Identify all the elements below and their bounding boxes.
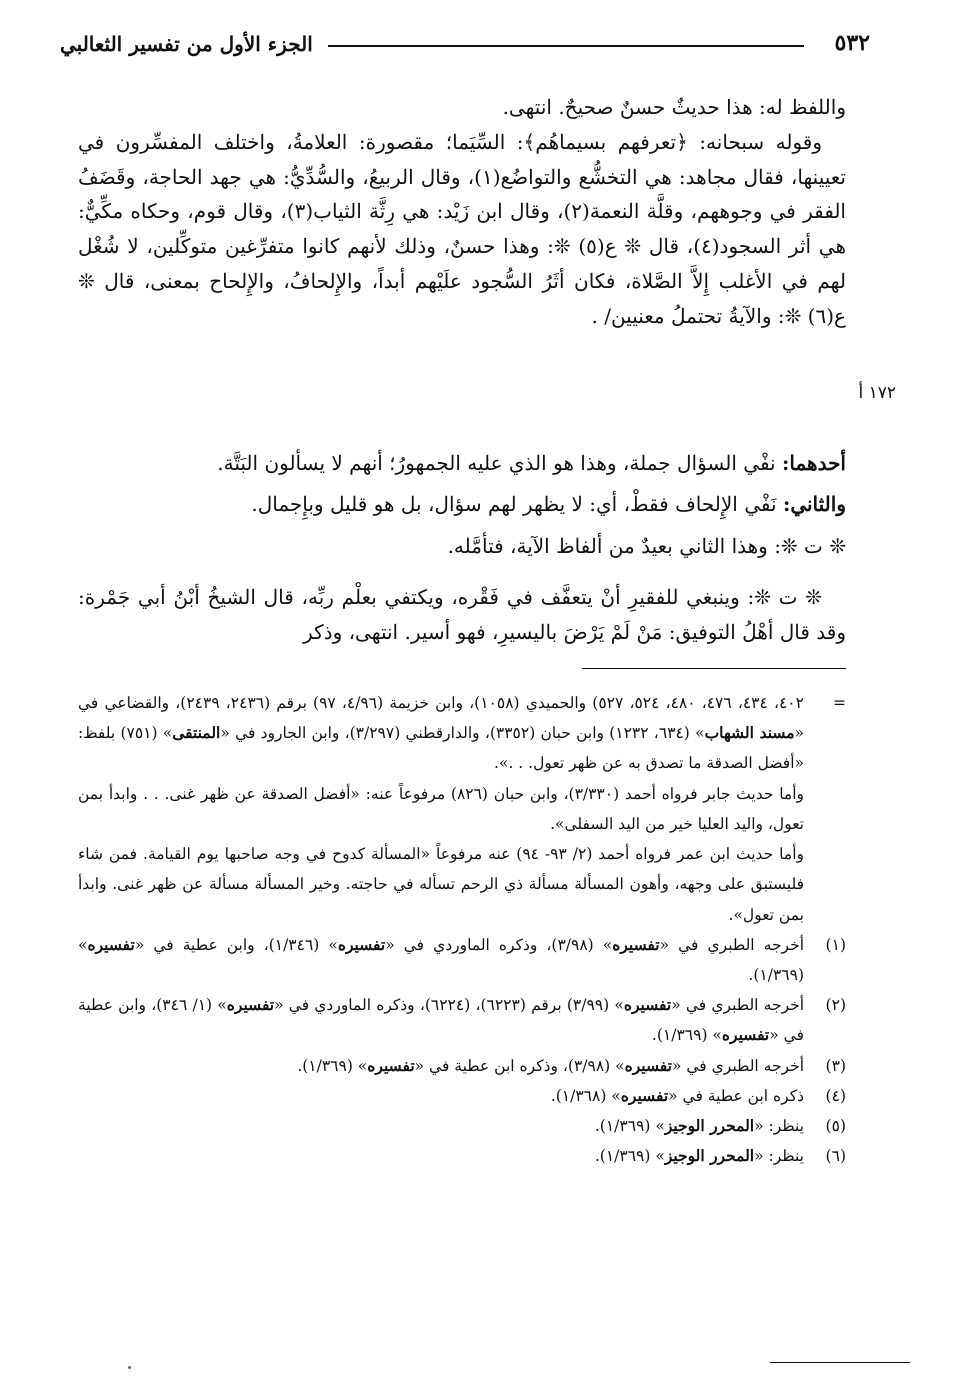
paragraph-2: وقوله سبحانه: ﴿تعرفهم بسيماهُم﴾: السِّيَما؛ مقصورة: العلامةُ، واختلف المفسِّرون في تعيينها، فقال مجاهد: هي التخشُّع والتواضُع(١)، وقال الربيعُ، والسُّدِّيُّ: هي جهد الحاجة، وقَضَفُ الفقر في وجوههم، وقلَّة النعمة(٢)، وقال ابن زَيْد: هي رِثَّة الثياب(٣)، وقال قوم، وحكاه مكِّيٌّ: هي أثر السجود(٤)، قال ❊ ع(٥) ❊: وهذا حسنٌ، وذلك لأنهم كانوا متفرِّغين متوكِّلين، لا شُغْل لهم في الأغلب إِلاَّ الصَّلاة، فكان أثَرُ السُّجود علَيْهم أبداً، والإِلحافُ، والإِلحاح بمعنى، قال ❊ ع(٦) ❊: والآيةُ تحتملُ معنيين/ . — [78, 129, 846, 328]
point-second — [120, 489, 846, 519]
footnote-continuation-1: = ٤٠٢، ٤٣٤، ٤٧٦، ٤٨٠، ٥٢٤، ٥٢٧) والحميدي (١٠٥٨)، وابن خزيمة (٤/٩٦، ٩٧) برقم (٢٤٣٦، ٢٤٣٩)، والقضاعي في «مسند الشهاب» (٦٣٤، ١٢٣٢) وابن حبان (٣٣٥٢)، والدارقطني (٣/٢٩٧)، وابن الجارود في «المنتقى» (٧٥١) بلفظ: «أفضل الصدقة ما تصدق به عن ظهر تعول. . .». — [78, 688, 846, 779]
running-title: الجزء الأول من تفسير الثعالبي — [60, 32, 313, 56]
page-header — [60, 28, 870, 68]
point-second-text: نَفْي الإِلحاف فقطْ، أي: لا يظهر لهم سؤال، بل هو قليل وبإِجمال. — [251, 492, 783, 516]
point-first — [120, 448, 846, 478]
main-text — [78, 90, 846, 334]
footnote-2: (٢) أخرجه الطبري في «تفسيره» (٣/٩٩) برقم (٦٢٢٣)، (٦٢٢٤)، وذكره الماوردي في «تفسيره» (١/ ٣٤٦)، وابن عطية في «تفسيره» (١/٣٦٩). — [78, 995, 846, 1045]
point-first-label: أحدهما: — [781, 451, 846, 475]
paragraph-1: واللفظ له: هذا حديثٌ حسنٌ صحيحٌ. انتهى. — [502, 95, 846, 119]
footnote-6: (٦) ينظر: «المحرر الوجيز» (١/٣٦٩). — [594, 1146, 846, 1166]
page-number: ٥٣٢ — [834, 30, 870, 56]
page-speck — [128, 1366, 131, 1369]
point-second-label: والثاني: — [782, 492, 846, 516]
point-first-text: نفْي السؤال جملة، وهذا هو الذي عليه الجمهورُ؛ أنهم لا يسألون البَتَّة. — [217, 451, 782, 475]
closing-paragraph: ❊ ت ❊: وينبغي للفقيرِ أنْ يتعفَّف في فَقْره، ويكتفي بعلْم ربِّه، قال الشيخُ أبْنُ أبي جَمْرة: وقد قال أهْلُ التوفيق: مَنْ لَمْ يَرْضَ باليسيرِ، فهو أسير. انتهى، وذكر — [78, 585, 846, 644]
margin-folio-ref: ١٧٢ أ — [858, 383, 896, 403]
footnote-continuation-3: وأما حديث ابن عمر فرواه أحمد (٢/ ٩٣- ٩٤) عنه مرفوعاً «المسألة كدوح في وجه صاحبها يوم القيامة. فمن شاء فليستبق على وجهه، وأهون المسألة مسألة ذي الرحم تسأله في حاجته. وخير المسألة مسألة عن ظهر غنى. وابدأ بمن تعول». — [78, 845, 805, 924]
footnote-1: (١) أخرجه الطبري في «تفسيره» (٣/٩٨)، وذكره الماوردي في «تفسيره» (١/٣٤٦)، وابن عطية في «تفسيره» (١/٣٦٩). — [78, 934, 846, 984]
footnote-4: (٤) ذكره ابن عطية في «تفسيره» (١/٣٦٨). — [550, 1085, 846, 1105]
header-rule — [328, 45, 804, 47]
bottom-rule — [770, 1362, 910, 1363]
continuation-marker: = — [833, 694, 846, 712]
commentary-line: ❊ ت ❊: وهذا الثاني بعيدٌ من ألفاظ الآية، فتأمَّله. — [447, 534, 846, 558]
footnote-5: (٥) ينظر: «المحرر الوجيز» (١/٣٦٩). — [594, 1116, 846, 1136]
footnote-separator — [582, 668, 846, 669]
footnote-3: (٣) أخرجه الطبري في «تفسيره» (٣/٩٨)، وذكره ابن عطية في «تفسيره» (١/٣٦٩). — [297, 1055, 846, 1075]
footnotes — [78, 688, 846, 1172]
footnote-continuation-2: وأما حديث جابر فرواه أحمد (٣/٣٣٠)، وابن حبان (٨٢٦) مرفوعاً عنه: «أفضل الصدقة عن ظهر غنى. . . وابدأ بمن تعول، واليد العليا خير من اليد السفلى». — [78, 784, 805, 833]
